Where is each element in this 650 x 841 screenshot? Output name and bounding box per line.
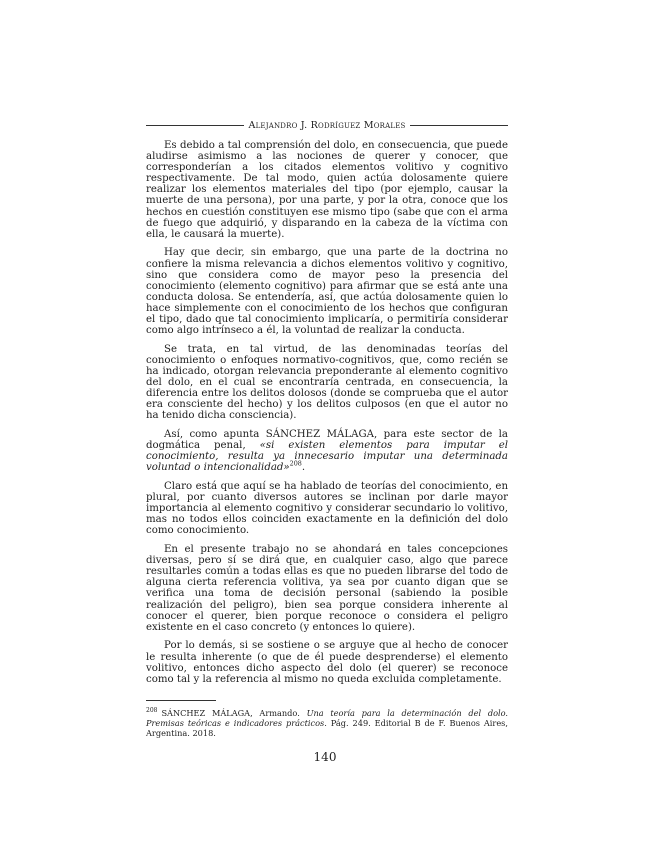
paragraph: Por lo demás, si se sostiene o se arguye que al hecho de conocer le resulta inherente (o que de él puede desprenderse) el elemento volitivo, entonces dicho aspecto del dolo (el querer) se reconoce como tal y la referencia al mismo no queda excluida completamente. [146,640,508,685]
footnote-reference[interactable]: 208 [289,459,302,468]
running-header-title: Alejandro J. Rodríguez Morales [248,119,406,131]
footnote-title: Una teoría para la determinación del dolo. Premisas teóricas e indicadores prácticos [146,708,509,728]
quote-lead: Así, como apunta SÁNCHEZ MÁLAGA, para este sector de la dogmática penal, [146,429,508,452]
paragraph: Hay que decir, sin embargo, que una parte de la doctrina no confiere la misma relevancia a dichos elementos volitivo y cognitivo, sino que considera como de mayor peso la presencia del conocimiento (elemento cognitivo) para afirmar que se está ante una conducta dolosa. Se entendería, así, que actúa dolosamente quien lo hace simplemente con el conocimiento de los hechos que configuran el tipo, dado que tal conocimiento implicaría, o permitiría considerar como algo intrínseco a él, la voluntad de realizar la conducta. [146,247,508,337]
paragraph: Se trata, en tal virtud, de las denominadas teorías del conocimiento o enfoques normativo-cognitivos, que, como recién se ha indicado, otorgan relevancia preponderante al elemento cognitivo del dolo, en el cual se encontraría centrada, en consecuencia, la diferencia entre los delitos dolosos (donde se comprueba que el autor era consciente del hecho) y los delitos culposos (en que el autor no ha tenido dicha consciencia). [146,343,508,422]
running-header [146,116,508,134]
body-text [146,140,508,692]
footnote-author: SÁNCHEZ MÁLAGA, Armando. [161,708,307,718]
header-rule-right [410,125,508,126]
quote-paragraph [146,429,508,473]
footnote [146,708,508,738]
footnote-separator [146,700,216,701]
quote-text: «si existen elementos para imputar el conocimiento, resulta ya innecesario imputar una determinada voluntad o intencionalidad» [146,440,509,474]
quote-tail: . [301,462,306,474]
footnote-details: . Pág. 249. Editorial B de F. Buenos Aires, Argentina. 2018. [146,718,508,738]
header-rule-left [146,125,244,126]
paragraph: Es debido a tal comprensión del dolo, en consecuencia, que puede aludirse asimismo a las nociones de querer y conocer, que corresponderían a los citados elementos volitivo y cognitivo respectivamente. De tal modo, quien actúa dolosamente quiere realizar los elementos materiales del tipo (por ejemplo, causar la muerte de una persona), por una parte, y por la otra, conoce que los hechos en cuestión constituyen ese mismo tipo (sabe que con el arma de fuego que adquirió, y disparando en la cabeza de la víctima con ella, le causará la muerte). [146,140,508,240]
paragraph: En el presente trabajo no se ahondará en tales concepciones diversas, pero sí se dirá que, en cualquier caso, algo que parece resultarles común a todas ellas es que no pueden librarse del todo de alguna cierta referencia volitiva, ya sea por cuanto digan que se verifica una toma de decisión personal (sabiendo la posible realización del peligro), bien sea porque considera inherente al conocer el querer, bien porque reconoce o considera el peligro existente en el caso concreto (y entonces lo quiere). [146,544,508,633]
page-number: 140 [313,750,337,764]
footnote-mark: 208 [146,707,158,715]
paragraph: Claro está que aquí se ha hablado de teorías del conocimiento, en plural, por cuanto diversos autores se inclinan por darle mayor importancia al elemento cognitivo y considerar secundario lo volitivo, mas no todos ellos coinciden exactamente en la definición del dolo como conocimiento. [146,481,508,537]
